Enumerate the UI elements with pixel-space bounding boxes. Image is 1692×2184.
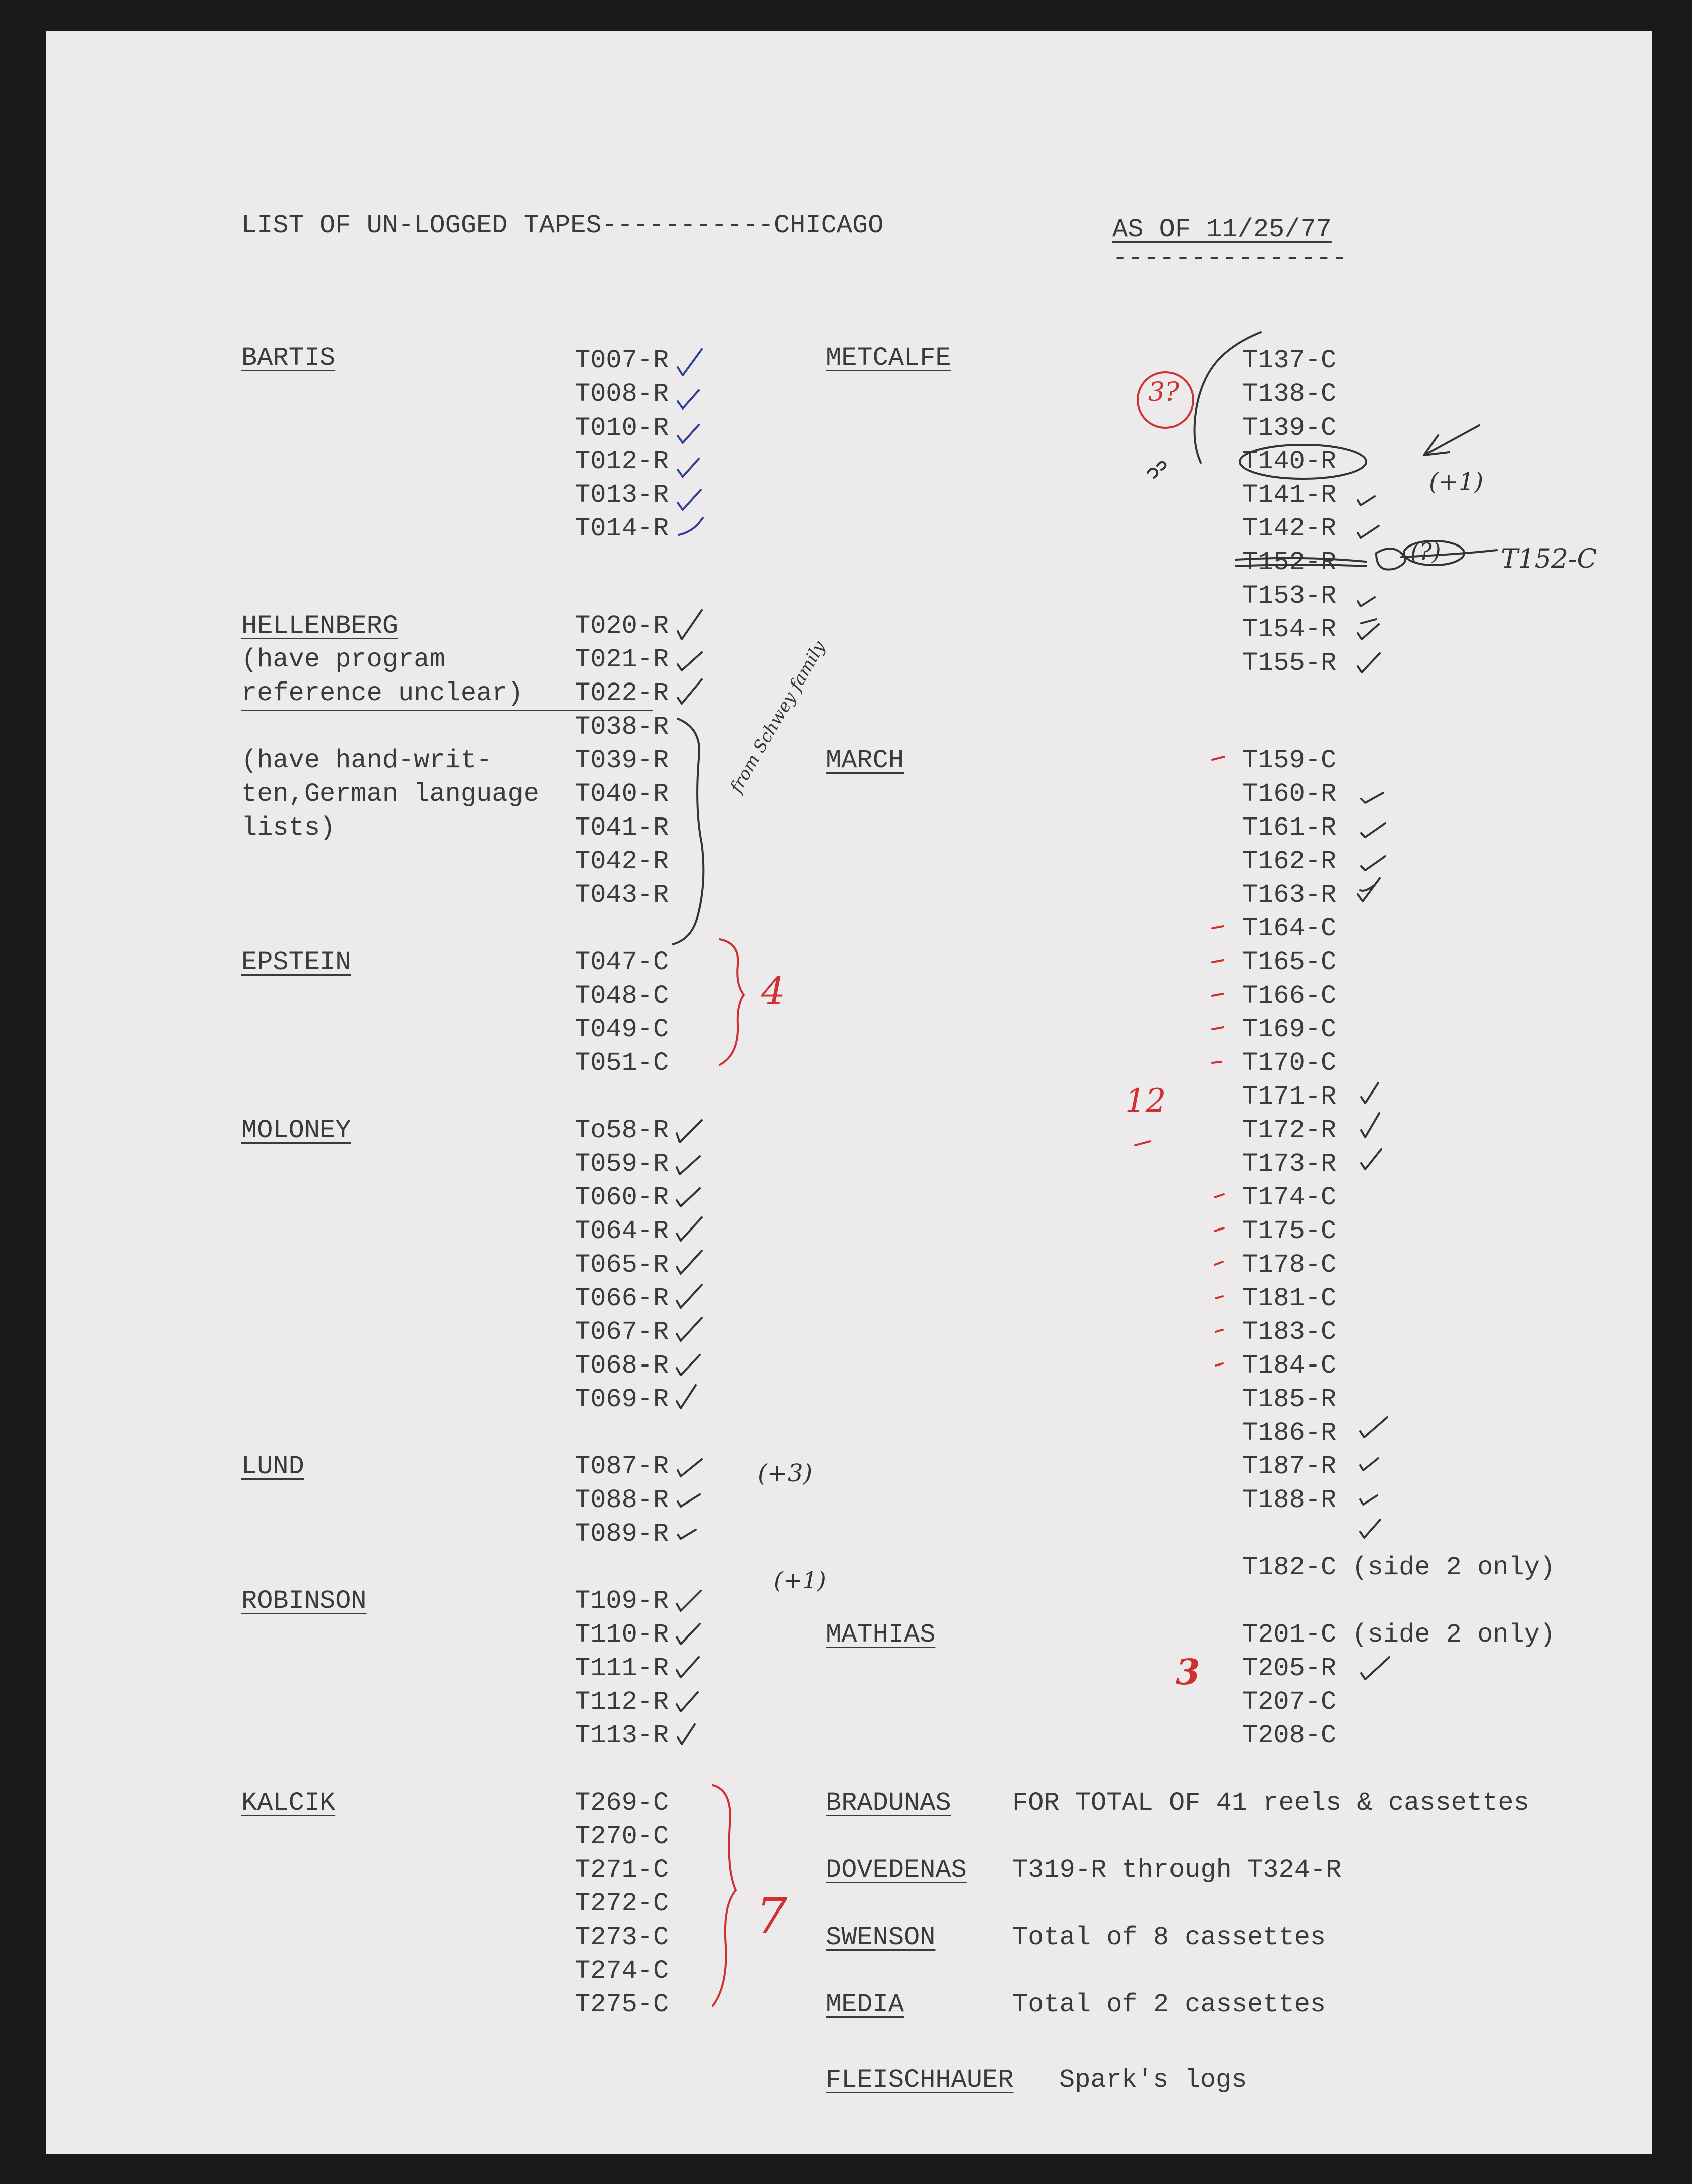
- tape-item: T208-C: [1242, 1721, 1337, 1750]
- tape-item: T047-C: [575, 947, 669, 977]
- metcalfe-correction-annotation: T152-C: [1501, 544, 1597, 574]
- name-metcalfe: METCALFE: [826, 343, 951, 373]
- tape-item: T048-C: [575, 981, 669, 1011]
- tape-item: T154-R: [1242, 615, 1337, 644]
- tape-item: T059-R: [575, 1149, 669, 1179]
- name-hellenberg: HELLENBERG: [241, 611, 399, 641]
- name-moloney: MOLONEY: [241, 1116, 351, 1145]
- metcalfe-plus-annotation: (+1): [1429, 468, 1484, 496]
- tape-item: T163-R: [1242, 880, 1337, 910]
- tape-item: T178-C: [1242, 1250, 1337, 1280]
- tape-item: To58-R: [575, 1116, 669, 1145]
- tape-item: T021-R: [575, 645, 669, 674]
- right-check-marks: [1148, 332, 1497, 1679]
- tape-item: T207-C: [1242, 1687, 1337, 1717]
- tape-item: T014-R: [575, 514, 669, 543]
- tape-item: T172-R: [1242, 1116, 1337, 1145]
- tape-item: T155-R: [1242, 648, 1337, 678]
- document-page: [46, 31, 1652, 2154]
- fleischhauer-desc: Spark's logs: [1059, 2065, 1247, 2095]
- tape-item: T111-R: [575, 1654, 669, 1683]
- tape-item: T153-R: [1242, 581, 1337, 611]
- tape-item: T169-C: [1242, 1015, 1337, 1044]
- tape-item: T038-R: [575, 712, 669, 742]
- tape-item: T142-R: [1242, 514, 1337, 543]
- tape-item: T174-C: [1242, 1183, 1337, 1212]
- metcalfe-circle-annotation: 3?: [1148, 377, 1179, 407]
- name-bradunas: BRADUNAS: [826, 1788, 951, 1818]
- name-robinson: ROBINSON: [241, 1586, 367, 1616]
- tape-item: T187-R: [1242, 1452, 1337, 1481]
- tape-item: T066-R: [575, 1284, 669, 1313]
- tape-item: T161-R: [1242, 813, 1337, 843]
- tape-item: T113-R: [575, 1721, 669, 1750]
- name-march: MARCH: [826, 746, 904, 775]
- hellenberg-note-line4: ten,German language: [241, 779, 539, 809]
- tape-item: T007-R: [575, 346, 669, 375]
- tape-item: T159-C: [1242, 746, 1337, 775]
- name-epstein: EPSTEIN: [241, 947, 351, 977]
- dovedenas-desc: T319-R through T324-R: [1012, 1855, 1342, 1885]
- tape-item: T181-C: [1242, 1284, 1337, 1313]
- document-title: LIST OF UN-LOGGED TAPES-----------CHICAGO: [241, 211, 884, 240]
- tape-item: T270-C: [575, 1822, 669, 1851]
- tape-item: T042-R: [575, 847, 669, 876]
- dark-check-marks: [673, 610, 703, 1744]
- name-mathias: MATHIAS: [826, 1620, 936, 1650]
- march-extra-tape: T182-C (side 2 only): [1242, 1553, 1556, 1582]
- tape-item: T160-R: [1242, 779, 1337, 809]
- tape-item: T039-R: [575, 746, 669, 775]
- march-count-annotation: 12: [1125, 1082, 1166, 1120]
- tape-item: T184-C: [1242, 1351, 1337, 1381]
- tape-item: T109-R: [575, 1586, 669, 1616]
- tape-item: T274-C: [575, 1956, 669, 1986]
- tape-item: T275-C: [575, 1990, 669, 2019]
- tape-item: T067-R: [575, 1317, 669, 1347]
- tape-item: T049-C: [575, 1015, 669, 1044]
- name-fleischhauer: FLEISCHHAUER: [826, 2065, 1014, 2095]
- tape-item: T040-R: [575, 779, 669, 809]
- tape-item-struck: T152-R: [1242, 548, 1337, 577]
- tape-item: T272-C: [575, 1889, 669, 1919]
- tape-item: T089-R: [575, 1519, 669, 1549]
- red-marks: [713, 372, 1224, 2006]
- swenson-desc: Total of 8 cassettes: [1012, 1923, 1326, 1952]
- mathias-count-annotation: 3: [1176, 1651, 1200, 1693]
- tape-item: T087-R: [575, 1452, 669, 1481]
- tape-item: T008-R: [575, 379, 669, 409]
- tape-item: T139-C: [1242, 413, 1337, 443]
- tape-item: T140-R: [1242, 447, 1337, 476]
- name-swenson: SWENSON: [826, 1923, 936, 1952]
- name-media: MEDIA: [826, 1990, 904, 2019]
- media-desc: Total of 2 cassettes: [1012, 1990, 1326, 2019]
- tape-item: T060-R: [575, 1183, 669, 1212]
- name-kalcik: KALCIK: [241, 1788, 336, 1818]
- tape-item: T164-C: [1242, 914, 1337, 943]
- tape-item: T186-R: [1242, 1418, 1337, 1448]
- tape-item: T068-R: [575, 1351, 669, 1381]
- tape-item: T141-R: [1242, 480, 1337, 510]
- tape-item: T171-R: [1242, 1082, 1337, 1112]
- tape-item: T273-C: [575, 1923, 669, 1952]
- as-of-date: AS OF 11/25/77: [1112, 215, 1332, 244]
- tape-item: T020-R: [575, 611, 669, 641]
- tape-item: T183-C: [1242, 1317, 1337, 1347]
- tape-item: T041-R: [575, 813, 669, 843]
- tape-item: T010-R: [575, 413, 669, 443]
- tape-item: T175-C: [1242, 1216, 1337, 1246]
- name-bartis: BARTIS: [241, 343, 336, 373]
- tape-item: T137-C: [1242, 346, 1337, 375]
- tape-item: T022-R: [575, 678, 669, 708]
- as-of-rule: ---------------: [1112, 244, 1348, 274]
- tape-item: T271-C: [575, 1855, 669, 1885]
- hellenberg-note-line1: (have program: [241, 645, 445, 674]
- tape-item: T185-R: [1242, 1385, 1337, 1414]
- tape-item: T088-R: [575, 1485, 669, 1515]
- tape-item: T013-R: [575, 480, 669, 510]
- handwritten-marks: [46, 31, 1652, 2154]
- blue-check-marks: [678, 349, 703, 535]
- tape-item: T166-C: [1242, 981, 1337, 1011]
- tape-item: T170-C: [1242, 1048, 1337, 1078]
- tape-item: T201-C (side 2 only): [1242, 1620, 1556, 1650]
- tape-item: T069-R: [575, 1385, 669, 1414]
- tape-item: T012-R: [575, 447, 669, 476]
- tape-item: T173-R: [1242, 1149, 1337, 1179]
- name-lund: LUND: [241, 1452, 304, 1481]
- tape-item: T043-R: [575, 880, 669, 910]
- kalcik-count-annotation: 7: [756, 1888, 788, 1944]
- tape-item: T064-R: [575, 1216, 669, 1246]
- robinson-plus-annotation: (+1): [774, 1567, 826, 1594]
- lund-plus-annotation: (+3): [758, 1459, 813, 1487]
- tape-item: T138-C: [1242, 379, 1337, 409]
- hellenberg-note-line2: reference unclear): [241, 678, 524, 708]
- tape-item: T205-R: [1242, 1654, 1337, 1683]
- tape-item: T065-R: [575, 1250, 669, 1280]
- bradunas-desc: FOR TOTAL OF 41 reels & cassettes: [1012, 1788, 1529, 1818]
- tape-item: T165-C: [1242, 947, 1337, 977]
- question-annotation: (?): [1410, 538, 1441, 565]
- tape-item: T188-R: [1242, 1485, 1337, 1515]
- tape-item: T269-C: [575, 1788, 669, 1818]
- hellenberg-handwritten-note: from Schwey family: [726, 637, 830, 796]
- hellenberg-note-line5: lists): [241, 813, 336, 843]
- tape-item: T162-R: [1242, 847, 1337, 876]
- name-dovedenas: DOVEDENAS: [826, 1855, 967, 1885]
- tape-item: T112-R: [575, 1687, 669, 1717]
- tape-item: T051-C: [575, 1048, 669, 1078]
- hellenberg-note-line3: (have hand-writ-: [241, 746, 492, 775]
- tape-item: T110-R: [575, 1620, 669, 1650]
- epstein-count-annotation: 4: [761, 970, 786, 1013]
